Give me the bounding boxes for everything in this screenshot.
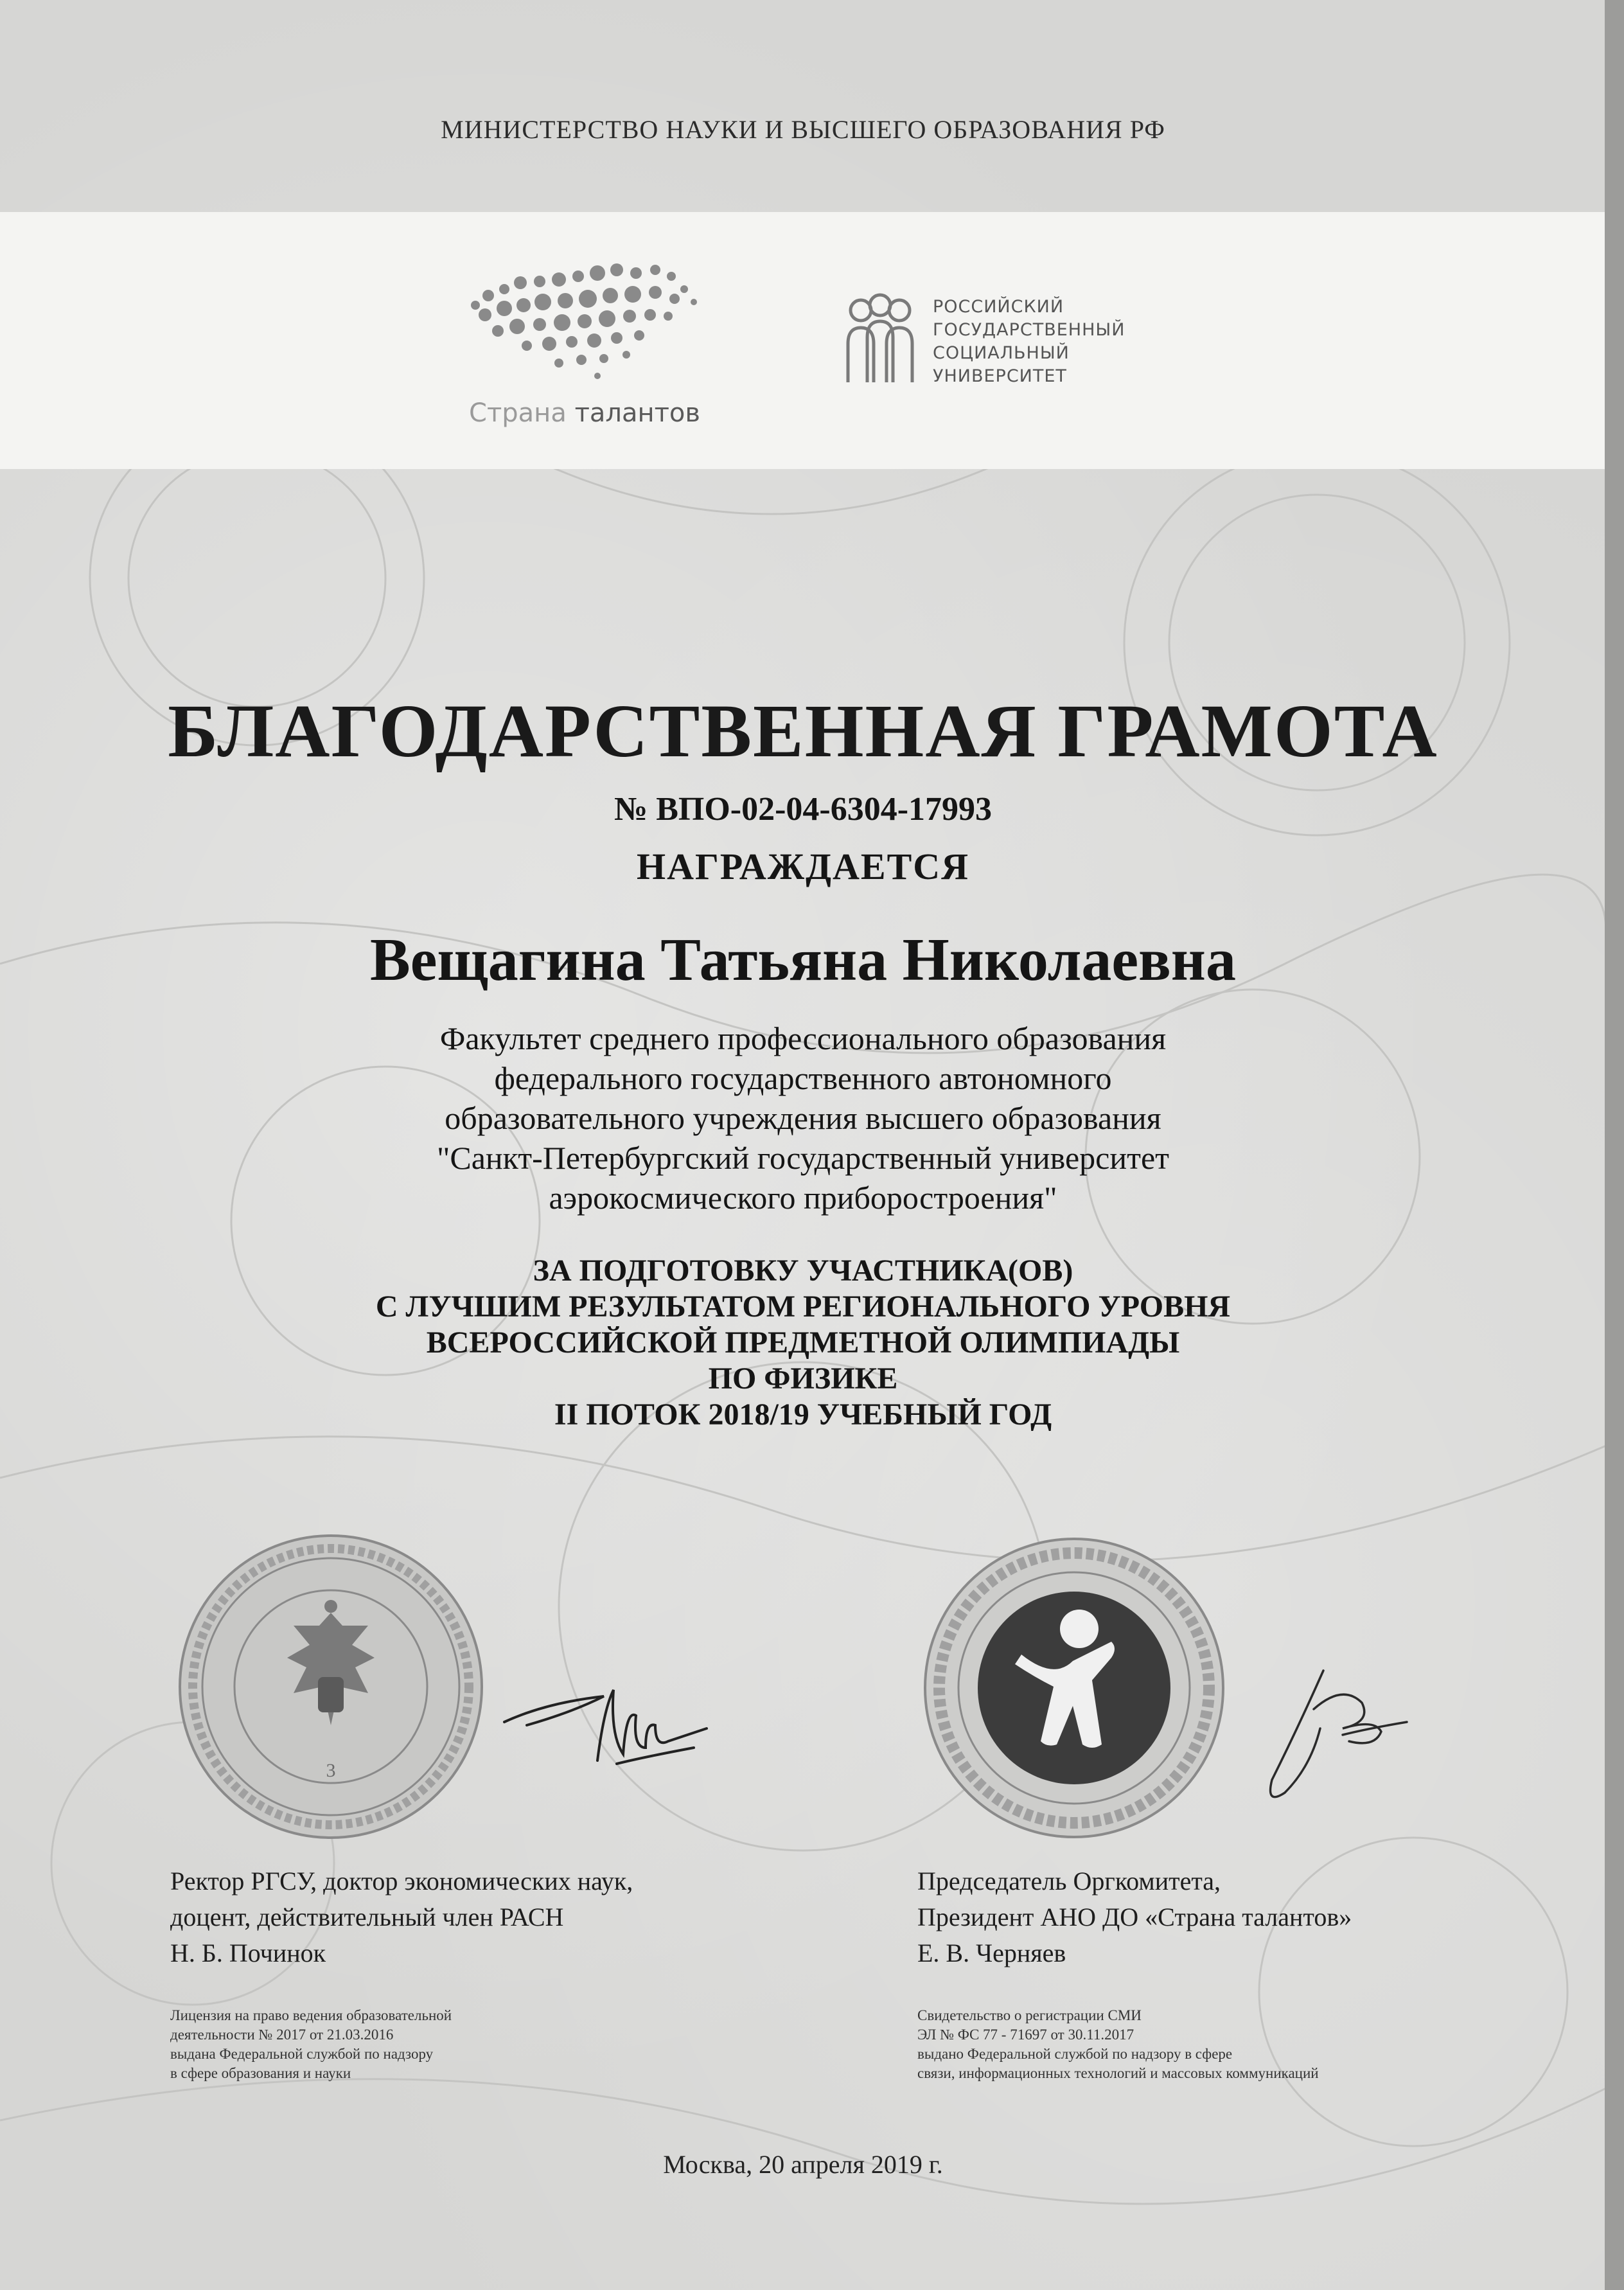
rector-signature-block — [170, 1863, 633, 1971]
reason-line: ЗА ПОДГОТОВКУ УЧАСТНИКА(ОВ) — [533, 1254, 1073, 1288]
signer-line: доцент, действительный член РАСН — [170, 1903, 564, 1931]
ministry-header: МИНИСТЕРСТВО НАУКИ И ВЫСШЕГО ОБРАЗОВАНИЯ РФ — [441, 115, 1165, 144]
license-line: выдана Федеральной службой по надзору — [170, 2046, 434, 2062]
license-info — [170, 2006, 452, 2083]
reason-line: ВСЕРОССИЙСКОЙ ПРЕДМЕТНОЙ ОЛИМПИАДЫ — [426, 1326, 1180, 1360]
rgsu-line: УНИВЕРСИТЕТ — [933, 366, 1067, 386]
signer-line: Председатель Оргкомитета, — [917, 1867, 1221, 1895]
ministry-seal-icon — [173, 1529, 488, 1844]
license-line: Лицензия на право ведения образовательной — [170, 2007, 452, 2023]
logo-text-word2: талантов — [574, 398, 700, 428]
award-reason — [0, 1253, 1606, 1433]
license-line: деятельности № 2017 от 21.03.2016 — [170, 2027, 394, 2043]
reason-line: II ПОТОК 2018/19 УЧЕБНЫЙ ГОД — [554, 1398, 1052, 1432]
license-line: в сфере образования и науки — [170, 2065, 351, 2081]
organization-line: "Санкт-Петербургский государственный университет — [436, 1140, 1170, 1176]
organization — [0, 1018, 1606, 1218]
signer-line: Президент АНО ДО «Страна талантов» — [917, 1903, 1352, 1931]
signer-line: Н. Б. Починок — [170, 1939, 326, 1967]
organization-line: федерального государственного автономного — [494, 1060, 1112, 1096]
signer-line: Ректор РГСУ, доктор экономических наук, — [170, 1867, 633, 1895]
organization-line: Факультет среднего профессионального образования — [439, 1020, 1167, 1056]
organization-line: образовательного учреждения высшего образования — [445, 1100, 1161, 1136]
certificate-title: БЛАГОДАРСТВЕННАЯ ГРАМОТА — [168, 689, 1438, 773]
registration-line: ЭЛ № ФС 77 - 71697 от 30.11.2017 — [917, 2027, 1134, 2043]
reason-line: С ЛУЧШИМ РЕЗУЛЬТАТОМ РЕГИОНАЛЬНОГО УРОВНЯ — [375, 1290, 1231, 1324]
registration-line: выдано Федеральной службой по надзору в сфере — [917, 2046, 1233, 2062]
organization-line: аэрокосмического приборостроения" — [549, 1180, 1057, 1216]
scan-edge — [1605, 0, 1624, 2290]
strana-talantov-logo-text — [450, 398, 719, 428]
rgsu-logo-icon — [842, 292, 919, 389]
rgsu-line: СОЦИАЛЬНЫЙ — [933, 343, 1070, 363]
chairman-signature-icon — [1246, 1658, 1413, 1825]
rgsu-line: ГОСУДАРСТВЕННЫЙ — [933, 320, 1125, 340]
svg-text:3: 3 — [326, 1760, 336, 1781]
strana-talantov-seal-icon — [919, 1532, 1230, 1844]
chairman-signature-block — [917, 1863, 1352, 1971]
rgsu-logo-text — [933, 296, 1125, 388]
signer-line: Е. В. Черняев — [917, 1939, 1066, 1967]
registration-line: связи, информационных технологий и массовых коммуникаций — [917, 2065, 1319, 2081]
reason-line: ПО ФИЗИКЕ — [708, 1362, 898, 1396]
registration-line: Свидетельство о регистрации СМИ — [917, 2007, 1142, 2023]
logo-text-word1: Страна — [469, 398, 567, 428]
place-and-date: Москва, 20 апреля 2019 г. — [663, 2150, 943, 2179]
logo-band — [0, 212, 1606, 469]
rgsu-line: РОССИЙСКИЙ — [933, 297, 1064, 317]
media-registration-info — [917, 2006, 1319, 2083]
awarded-label: НАГРАЖДАЕТСЯ — [636, 846, 970, 887]
recipient-name: Вещагина Татьяна Николаевна — [370, 927, 1236, 993]
rector-signature-icon — [501, 1651, 713, 1780]
certificate-number: № ВПО-02-04-6304-17993 — [613, 791, 993, 828]
